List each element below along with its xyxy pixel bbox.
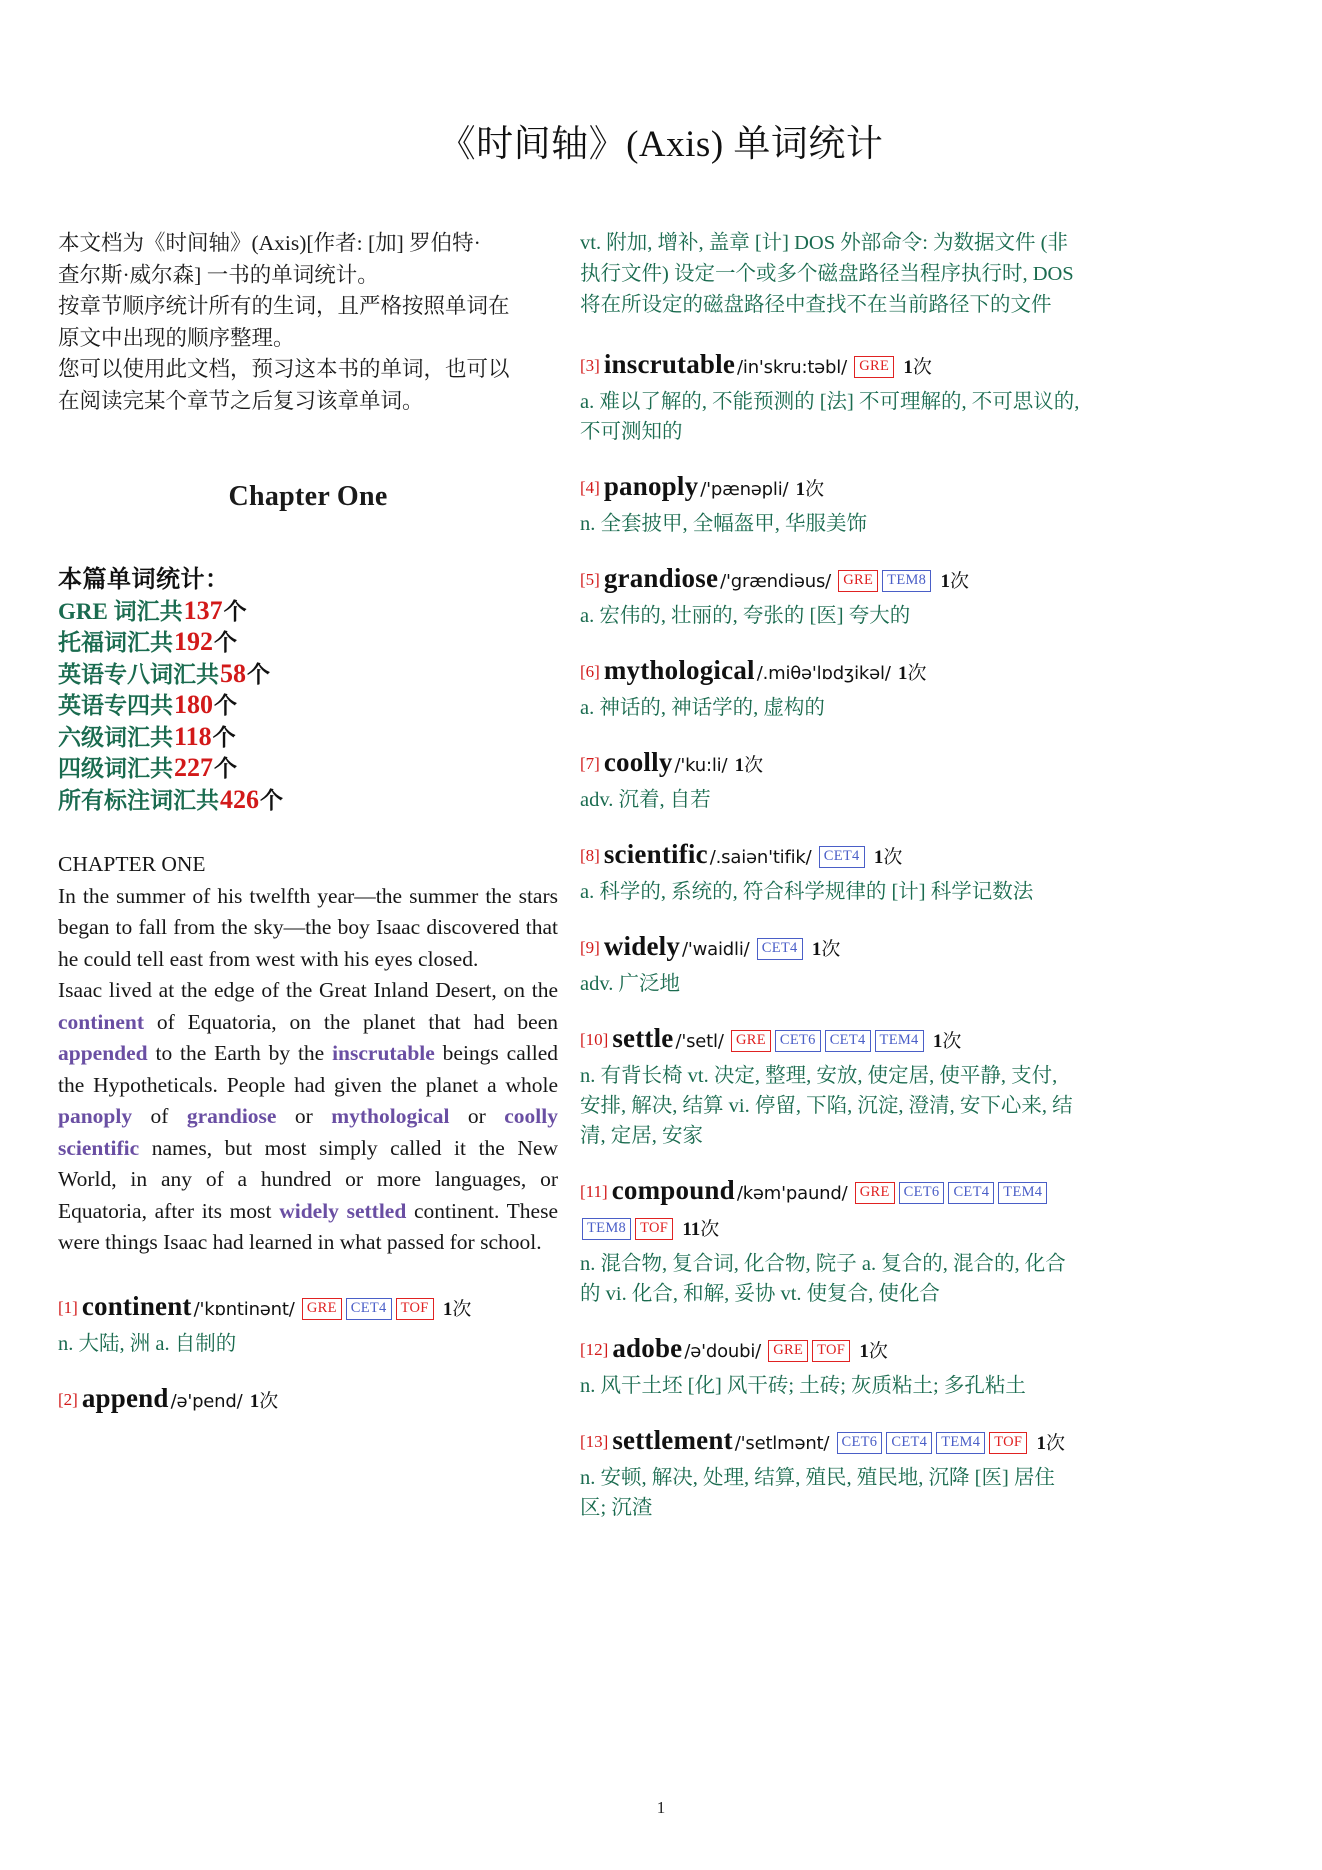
dictionary-entry-panoply bbox=[580, 469, 1080, 539]
entry-number: [10] bbox=[580, 1030, 609, 1049]
intro-line-2: 查尔斯·威尔森] 一书的单词统计。 bbox=[58, 262, 379, 287]
entry-header bbox=[580, 1423, 1080, 1461]
entry-number: [5] bbox=[580, 570, 600, 589]
text-run: to the Earth by the bbox=[147, 1041, 333, 1065]
tag-cet6: CET6 bbox=[837, 1432, 883, 1454]
entry-count: 1 bbox=[873, 847, 884, 868]
tag-tof: TOF bbox=[812, 1340, 850, 1362]
intro-line-3: 按章节顺序统计所有的生词，且严格按照单词在 bbox=[58, 294, 510, 318]
entry-word: adobe bbox=[612, 1333, 683, 1363]
statistics-row-toefl bbox=[58, 627, 558, 659]
stat-unit: 个 bbox=[260, 787, 283, 813]
dictionary-entry-settlement bbox=[580, 1423, 1080, 1523]
entry-definition: n. 风干土坯 [化] 风干砖; 土砖; 灰质粘土; 多孔粘土 bbox=[580, 1375, 1026, 1397]
text-run: Isaac lived at the edge of the Great Inland Desert, on the bbox=[58, 978, 558, 1002]
highlight-word-grandiose: grandiose bbox=[186, 1104, 277, 1128]
entry-number: [7] bbox=[580, 754, 600, 773]
entry-pronunciation: /'grændiəus/ bbox=[720, 571, 832, 592]
entry-pronunciation: /'setlmənt/ bbox=[734, 1433, 830, 1454]
entry-word: panoply bbox=[603, 471, 699, 501]
entry-header bbox=[580, 469, 1080, 507]
text-run: of bbox=[132, 1104, 187, 1128]
entry-definition: adv. 广泛地 bbox=[580, 973, 681, 995]
highlight-word-coolly-scientific: coolly scientific bbox=[58, 1104, 558, 1160]
tag-tem4: TEM4 bbox=[936, 1432, 985, 1454]
text-run: or bbox=[449, 1104, 505, 1128]
entry-word: coolly bbox=[603, 747, 673, 777]
entry-pronunciation: /'waidli/ bbox=[682, 939, 750, 960]
intro-line-1: 本文档为《时间轴》(Axis)[作者: [加] 罗伯特· bbox=[58, 231, 481, 255]
entry-count: 1 bbox=[734, 755, 745, 776]
entry-number: [4] bbox=[580, 478, 600, 497]
dictionary-entry-compound bbox=[580, 1173, 1080, 1309]
entry-count: 11 bbox=[682, 1219, 701, 1240]
entry-definition: n. 安顿, 解决, 处理, 结算, 殖民, 殖民地, 沉降 [医] 居住区; 沉渣 bbox=[580, 1467, 1055, 1519]
entry-word: compound bbox=[611, 1175, 735, 1205]
entry-word: settle bbox=[612, 1023, 674, 1053]
dictionary-entry-settle bbox=[580, 1021, 1080, 1151]
dictionary-entry-inscrutable bbox=[580, 347, 1080, 447]
entry-count-unit: 次 bbox=[452, 1298, 472, 1320]
entry-header bbox=[58, 1381, 558, 1419]
entry-count-unit: 次 bbox=[1046, 1433, 1066, 1454]
statistics-row-cet6 bbox=[58, 722, 558, 754]
tag-gre: GRE bbox=[854, 356, 894, 378]
dictionary-entry-coolly bbox=[580, 745, 1080, 815]
tag-tof: TOF bbox=[989, 1432, 1027, 1454]
entry-header bbox=[58, 1289, 558, 1327]
entry-count-unit: 次 bbox=[821, 939, 841, 960]
highlight-word-widely-settled: widely settled bbox=[279, 1198, 407, 1223]
tag-tem4: TEM4 bbox=[875, 1030, 924, 1052]
entry-pronunciation: /in'skru:təbl/ bbox=[737, 357, 847, 378]
entry-pronunciation: /ə'pend/ bbox=[170, 1390, 243, 1412]
entry-pronunciation: /'pænəpli/ bbox=[700, 479, 789, 500]
tag-gre: GRE bbox=[768, 1340, 808, 1362]
chapter-statistics bbox=[58, 565, 558, 816]
entry-header bbox=[580, 1021, 1080, 1059]
stat-label: 六级词汇共 bbox=[58, 724, 173, 750]
entry-pronunciation: /.miθə'lɒdʒikəl/ bbox=[756, 663, 891, 684]
entry-definition: a. 宏伟的, 壮丽的, 夸张的 [医] 夸大的 bbox=[580, 605, 911, 627]
entry-count: 1 bbox=[795, 479, 806, 500]
page-title: 《时间轴》(Axis) 单词统计 bbox=[438, 124, 884, 165]
entry-definition: n. 大陆, 洲 a. 自制的 bbox=[58, 1332, 237, 1355]
entry-header bbox=[580, 837, 1080, 875]
entry-count: 1 bbox=[811, 939, 822, 960]
stat-unit: 个 bbox=[214, 693, 237, 718]
entry-pronunciation: /.saiən'tifik/ bbox=[709, 847, 812, 868]
entry-number: [6] bbox=[580, 662, 600, 681]
source-paragraph-2 bbox=[58, 975, 558, 1259]
stat-label: 英语专八词汇共 bbox=[58, 661, 219, 687]
entry-pronunciation: /'ku:li/ bbox=[674, 755, 728, 776]
entry-header bbox=[580, 347, 1080, 385]
stat-unit: 个 bbox=[214, 756, 237, 781]
tag-tof: TOF bbox=[635, 1218, 673, 1240]
highlight-word-inscrutable: inscrutable bbox=[332, 1041, 435, 1065]
statistics-row-tem4 bbox=[58, 690, 558, 722]
stat-value: 118 bbox=[174, 721, 212, 751]
stat-label: GRE 词汇共 bbox=[58, 598, 183, 624]
entry-count: 1 bbox=[859, 1341, 869, 1362]
entry-pronunciation: /ə'doubi/ bbox=[684, 1341, 761, 1362]
tag-cet4: CET4 bbox=[819, 846, 865, 868]
entry-count-unit: 次 bbox=[805, 479, 825, 500]
tag-cet4: CET4 bbox=[757, 938, 803, 960]
entry-word: widely bbox=[603, 931, 681, 961]
dictionary-entry-append bbox=[58, 1381, 558, 1419]
two-column-layout bbox=[0, 228, 1322, 1545]
tag-tof: TOF bbox=[396, 1298, 434, 1320]
entry-count-unit: 次 bbox=[883, 847, 903, 868]
entry-count-unit: 次 bbox=[744, 755, 764, 776]
entry-list-left bbox=[58, 1289, 558, 1419]
entry-word: append bbox=[81, 1382, 169, 1413]
entry-definition: n. 有背长椅 vt. 决定, 整理, 安放, 使定居, 使平静, 支付, 安排, 解决, 结算 vi. 停留, 下陷, 沉淀, 澄清, 安下心来, 结清, 定居, 安家 bbox=[580, 1065, 1073, 1147]
entry-definition: a. 难以了解的, 不能预测的 [法] 不可理解的, 不可思议的, 不可测知的 bbox=[580, 391, 1080, 443]
statistics-title: 本篇单词统计： bbox=[58, 567, 230, 593]
statistics-row-cet4 bbox=[58, 753, 558, 785]
entry-number: [11] bbox=[580, 1182, 608, 1201]
entry-count: 1 bbox=[903, 357, 913, 378]
entry-number: [12] bbox=[580, 1340, 609, 1359]
entry-count-unit: 次 bbox=[259, 1390, 279, 1412]
entry-word: settlement bbox=[612, 1425, 733, 1455]
stat-unit: 个 bbox=[212, 724, 236, 750]
dictionary-entry-widely bbox=[580, 929, 1080, 999]
highlight-word-panoply: panoply bbox=[58, 1104, 133, 1128]
stat-unit: 个 bbox=[247, 661, 270, 687]
entry-definition: a. 神话的, 神话学的, 虚构的 bbox=[580, 697, 825, 719]
intro-line-4: 原文中出现的顺序整理。 bbox=[58, 325, 295, 350]
page-number: 1 bbox=[656, 1798, 666, 1817]
entry-count-unit: 次 bbox=[942, 1031, 962, 1052]
entry-header bbox=[580, 561, 1080, 599]
stat-value: 180 bbox=[174, 690, 213, 719]
highlight-word-appended: appended bbox=[58, 1041, 148, 1065]
dictionary-entry-scientific bbox=[580, 837, 1080, 907]
chapter-heading: Chapter One bbox=[228, 481, 388, 512]
dictionary-entry-mythological bbox=[580, 653, 1080, 723]
entry-header bbox=[580, 1331, 1080, 1369]
statistics-row-gre bbox=[58, 596, 558, 628]
stat-unit: 个 bbox=[223, 598, 247, 624]
stat-label: 英语专四共 bbox=[58, 693, 173, 718]
entry-count: 1 bbox=[249, 1390, 260, 1412]
entry-definition: n. 混合物, 复合词, 化合物, 院子 a. 复合的, 混合的, 化合的 vi. 化合, 和解, 妥协 vt. 使复合, 使化合 bbox=[580, 1253, 1066, 1305]
entry-count-unit: 次 bbox=[868, 1341, 888, 1362]
dictionary-entry-adobe bbox=[580, 1331, 1080, 1401]
entry-definition: a. 科学的, 系统的, 符合科学规律的 [计] 科学记数法 bbox=[580, 881, 1034, 903]
entry-count: 1 bbox=[932, 1031, 943, 1052]
source-chapter-label: CHAPTER ONE bbox=[58, 852, 206, 876]
entry-number: [1] bbox=[58, 1297, 78, 1317]
entry-pronunciation: /'setl/ bbox=[675, 1031, 724, 1052]
intro-line-5: 您可以使用此文档，预习这本书的单词，也可以 bbox=[58, 357, 510, 381]
intro-line-6: 在阅读完某个章节之后复习该章单词。 bbox=[58, 388, 424, 413]
tag-tem8: TEM8 bbox=[882, 570, 931, 592]
intro-paragraph bbox=[58, 228, 558, 417]
entry-definition: adv. 沉着, 自若 bbox=[580, 789, 711, 811]
entry-word: continent bbox=[81, 1290, 192, 1321]
entry-number: [2] bbox=[58, 1389, 78, 1409]
stat-label: 托福词汇共 bbox=[58, 630, 173, 655]
entry-count: 1 bbox=[1036, 1433, 1047, 1454]
entry-number: [13] bbox=[580, 1432, 609, 1451]
left-column bbox=[58, 228, 558, 1545]
dictionary-entry-continent bbox=[58, 1289, 558, 1359]
entry-count: 1 bbox=[897, 663, 908, 684]
entry-word: grandiose bbox=[603, 563, 719, 593]
entry-word: inscrutable bbox=[603, 349, 736, 379]
text-run: beings called the Hypotheticals. People had given the planet a whole bbox=[58, 1041, 558, 1097]
statistics-row-total bbox=[58, 785, 558, 817]
entry-number: [9] bbox=[580, 938, 600, 957]
entry-header bbox=[580, 1173, 1080, 1247]
tag-gre: GRE bbox=[838, 570, 878, 592]
text-run: of Equatoria, on the planet that had been bbox=[144, 1009, 558, 1034]
entry-count: 1 bbox=[442, 1298, 453, 1320]
tag-cet4: CET4 bbox=[886, 1432, 932, 1454]
entry-word: scientific bbox=[603, 839, 708, 869]
tag-gre: GRE bbox=[731, 1030, 771, 1052]
entry-pronunciation: /kəm'paund/ bbox=[736, 1183, 848, 1204]
entry-pronunciation: /'kɒntinənt/ bbox=[193, 1298, 295, 1320]
highlight-word-mythological: mythological bbox=[331, 1104, 450, 1128]
statistics-row-tem8 bbox=[58, 659, 558, 691]
right-column bbox=[580, 228, 1080, 1545]
tag-tem8: TEM8 bbox=[582, 1218, 631, 1240]
entry-header bbox=[580, 745, 1080, 783]
tag-cet6: CET6 bbox=[899, 1182, 945, 1204]
stat-value: 192 bbox=[174, 627, 213, 656]
tag-cet4: CET4 bbox=[825, 1030, 871, 1052]
tag-gre: GRE bbox=[855, 1182, 895, 1204]
stat-unit: 个 bbox=[214, 630, 237, 655]
entry-word: mythological bbox=[603, 655, 755, 685]
entry-list-right bbox=[580, 347, 1080, 1523]
text-run: names, but most simply called it the New World, in any of a hundred or more languages, or Equatoria, after its most bbox=[58, 1135, 558, 1223]
tag-cet4: CET4 bbox=[346, 1298, 392, 1320]
stat-value: 137 bbox=[183, 595, 223, 625]
entry-count-unit: 次 bbox=[700, 1219, 720, 1240]
entry-count: 1 bbox=[940, 571, 950, 592]
entry-count-unit: 次 bbox=[912, 357, 932, 378]
dictionary-entry-grandiose bbox=[580, 561, 1080, 631]
entry-count-unit: 次 bbox=[907, 663, 927, 684]
tag-cet6: CET6 bbox=[775, 1030, 821, 1052]
stat-value: 426 bbox=[220, 784, 259, 814]
stat-label: 所有标注词汇共 bbox=[58, 787, 219, 813]
stat-value: 58 bbox=[220, 658, 246, 688]
entry-header bbox=[580, 929, 1080, 967]
highlight-word-continent: continent bbox=[58, 1009, 144, 1034]
entry-number: [3] bbox=[580, 356, 600, 375]
entry-definition: n. 全套披甲, 全幅盔甲, 华服美饰 bbox=[580, 513, 867, 535]
source-paragraph-1: In the summer of his twelfth year—the summer the stars began to fall from the sky—the boy Isaac discovered that he could tell east from west with his eyes closed. bbox=[58, 883, 558, 971]
entry-number: [8] bbox=[580, 846, 600, 865]
tag-cet4: CET4 bbox=[948, 1182, 994, 1204]
stat-value: 227 bbox=[174, 753, 213, 782]
tag-tem4: TEM4 bbox=[998, 1182, 1047, 1204]
continued-definition-append: vt. 附加, 增补, 盖章 [计] DOS 外部命令: 为数据文件 (非执行文件) 设定一个或多个磁盘路径当程序执行时, DOS 将在所设定的磁盘路径中查找不在当前路径下的文件 bbox=[580, 232, 1074, 316]
stat-label: 四级词汇共 bbox=[58, 756, 173, 781]
tag-gre: GRE bbox=[302, 1298, 342, 1320]
source-text-excerpt bbox=[58, 849, 558, 1259]
entry-header bbox=[580, 653, 1080, 691]
entry-count-unit: 次 bbox=[949, 571, 969, 592]
text-run: or bbox=[276, 1104, 332, 1128]
text-run: continent. These were things Isaac had learned in what passed for school. bbox=[58, 1198, 558, 1254]
